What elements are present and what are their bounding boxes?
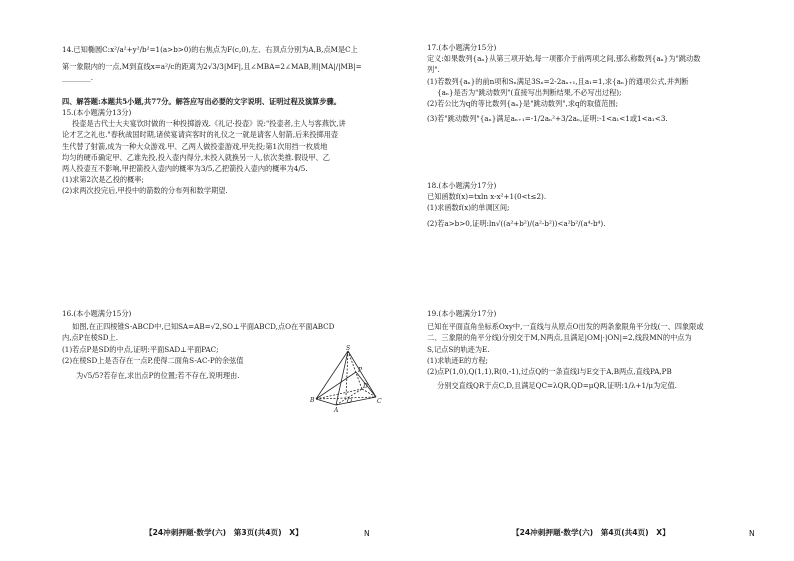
q14-line3: ________. [62, 73, 94, 83]
q15-line: 生代替了射箭,成为一种大众游戏.甲、乙两人做投壶游戏,甲先投;第1次用挡一枚质地 [62, 141, 328, 151]
q16-line: 如图,在正四棱锥S-ABCD中,已知SA=AB=√2,SO⊥平面ABCD,点O在平面ABCD [72, 322, 335, 332]
q19-line: (1)求轨迹E的方程; [427, 355, 488, 365]
q16-line: 内,点P在棱SD上. [62, 333, 119, 343]
q17-line: 列". [427, 65, 440, 75]
q16-head: 16.(本小题满分15分) [62, 309, 132, 318]
q17-line: (2)若公比为q的等比数列{aₙ}是"跳动数列",求q的取值范围; [427, 99, 618, 109]
left-footer: 【24冲刺押题·数学(六) 第3页(共4页) X】 [145, 528, 303, 537]
q15-line: 均匀的硬币确定甲、乙谁先投,投入壶内得分,未投入就换另一人,依次类推.假设甲、乙 [62, 152, 330, 162]
q16-line: (2)在棱SD上是否存在一点P,使得二面角S-AC-P的余弦值 [62, 355, 244, 365]
q17-head: 17.(本小题满分15分) [427, 43, 497, 52]
q16-line: (1)若点P是SD的中点,证明:平面SAD⊥平面PAC; [62, 344, 219, 354]
label-o: O [347, 398, 352, 405]
q17-line: (3)若"跳动数列"{aₙ}满足aₙ₊₁=-1/2aₙ²+3/2aₙ,证明:-1<a₁<1或1<a₁<3. [427, 114, 668, 124]
question-19 [427, 308, 757, 391]
right-footer-mark: N [749, 529, 755, 538]
label-d: D [363, 383, 368, 390]
q15-line: (1)求第2次是乙投的概率; [62, 175, 144, 185]
q19-line: (2)点P(1,0),Q(1,1),R(0,-1),过点Q的一条直线l与E交于A,B两点,直线PA,PB [427, 367, 672, 377]
q17-line: {aₙ}是否为"跳动数列"(直接写出判断结果,不必写出过程); [437, 87, 622, 97]
question-14 [62, 44, 390, 84]
label-a: A [334, 407, 339, 414]
q17-line: 定义:如果数列{aₙ}从第三项开始,每一项都介于前两项之间,那么称数列{aₙ}为"跳动数 [427, 54, 701, 64]
q17-line: (1)若数列{aₙ}的前n项和Sₙ满足3Sₙ=2-2aₙ₊₁,且a₁=1,求{aₙ}的通项公式,并判断 [427, 76, 689, 86]
section-4-heading: 四、解答题:本题共5小题,共77分。解答应写出必要的文字说明、证明过程及演算步骤。 [62, 97, 341, 106]
q16-line: 为√5/5?若存在,求出点P的位置;若不存在,说明理由. [76, 371, 240, 381]
pyramid-figure [310, 345, 382, 415]
label-p: P [358, 367, 363, 374]
q14-line2: 第一象限内的一点,M到直线x=a²/c的距离为2√3/3|MF|,且∠MBA=2∠MAB,则|MA|/|MB|= [62, 62, 362, 72]
label-c: C [377, 398, 382, 405]
question-18 [427, 180, 757, 229]
question-15 [62, 107, 390, 197]
q15-line: 两人投壶互不影响,甲把箭投入壶内的概率为3/5,乙把箭投入壶内的概率为4/5. [62, 164, 308, 174]
question-17 [427, 42, 757, 124]
q18-line: (1)求函数f(x)的单调区间; [427, 203, 510, 213]
q15-line: 投壶是古代士大夫宴饮时做的一种投掷游戏.《礼记·投壶》说:"投壶者,主人与客燕饮,讲 [72, 119, 346, 129]
right-page [397, 0, 794, 561]
q15-line: (2)求两次投完后,甲投中的箭数的分布列和数学期望. [62, 186, 228, 196]
q19-line: 分别交直线QR于点C,D,且满足QC=λQR,QD=μQR,证明:1/λ+1/μ为定值. [437, 381, 677, 391]
q18-line: (2)若a>b>0,证明:ln√((a²+b²)/(a²-b²))<a²b²/(a⁴-b⁴). [427, 218, 606, 228]
q15-line: 论才艺之礼也."春秋战国时期,诸侯宴请宾客时的礼仪之一就是请客人射箭,后来投掷用壶 [62, 130, 339, 140]
label-s: S [346, 345, 351, 352]
q19-line: 已知在平面直角坐标系Oxy中,一直线与从原点O出发的两条象限角平分线(一、四象限或 [427, 322, 704, 332]
q18-head: 18.(本小题满分17分) [427, 181, 497, 190]
q19-line: S,记点S的轨迹为E. [427, 344, 490, 354]
q19-line: 二、三象限的角平分线)分别交于M,N两点,且满足|OM|·|ON|=2,线段MN的中点为 [427, 333, 692, 343]
label-b: B [310, 397, 315, 404]
q18-line: 已知函数f(x)=txln x-x²+1(0<t≤2). [427, 192, 547, 202]
left-footer-mark: N [364, 529, 370, 538]
q19-head: 19.(本小题满分17分) [427, 309, 497, 318]
q15-head: 15.(本小题满分13分) [62, 108, 132, 117]
right-footer: 【24冲刺押题·数学(六) 第4页(共4页) X】 [512, 528, 670, 537]
q14-line1: 14.已知椭圆C:x²/a²+y²/b²=1(a>b>0)的右焦点为F(c,0),左、右顶点分别为A,B,点M是C上 [62, 45, 358, 54]
